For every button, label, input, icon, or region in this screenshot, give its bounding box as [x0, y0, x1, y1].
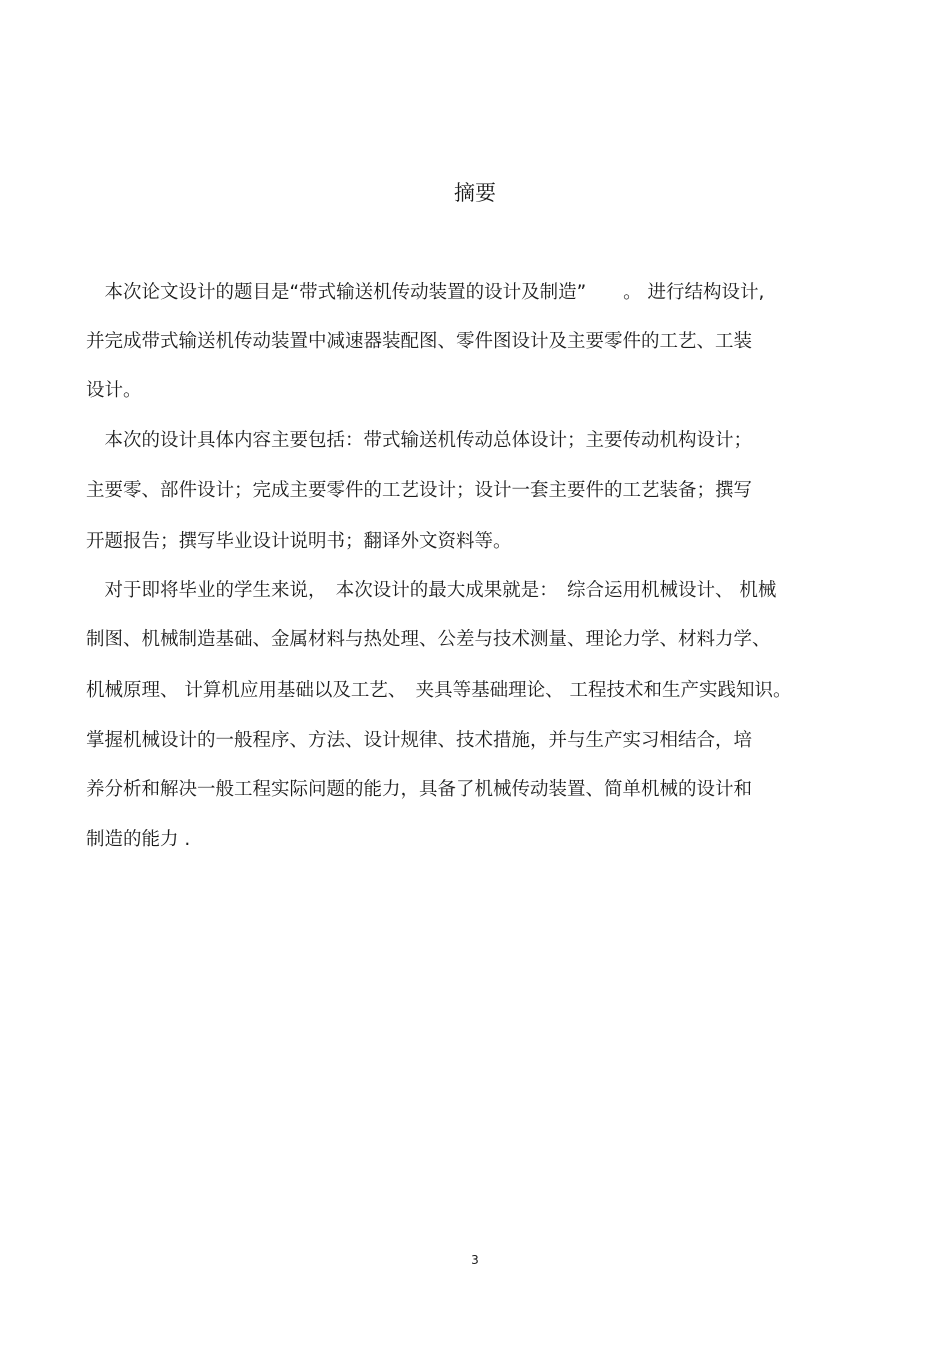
body-line-7: 对于即将毕业的学生来说， 本次设计的最大成果就是： 综合运用机械设计、 机械 — [86, 580, 777, 601]
body-line-8: 制图、机械制造基础、金属材料与热处理、公差与技术测量、理论力学、材料力学、 — [86, 629, 771, 650]
body-line-12: 制造的能力 . — [86, 829, 191, 850]
page-number: 3 — [471, 1253, 479, 1267]
body-line-6: 开题报告；撰写毕业设计说明书；翻译外文资料等。 — [86, 531, 512, 552]
body-line-10: 掌握机械设计的一般程序、方法、设计规律、技术措施，并与生产实习相结合，培 — [86, 730, 753, 751]
body-line-9: 机械原理、 计算机应用基础以及工艺、 夹具等基础理论、 工程技术和生产实践知识。 — [86, 680, 792, 701]
abstract-title: 摘要 — [454, 181, 496, 205]
body-line-11: 养分析和解决一般工程实际问题的能力，具备了机械传动装置、简单机械的设计和 — [86, 779, 753, 800]
body-line-5: 主要零、部件设计；完成主要零件的工艺设计；设计一套主要件的工艺装备；撰写 — [86, 480, 753, 501]
body-line-1: 本次论文设计的题目是“带式输送机传动装置的设计及制造” 。 进行结构设计, — [86, 282, 765, 303]
body-line-3: 设计。 — [86, 380, 142, 401]
body-line-4: 本次的设计具体内容主要包括：带式输送机传动总体设计；主要传动机构设计； — [86, 430, 753, 451]
body-line-2: 并完成带式输送机传动装置中减速器装配图、零件图设计及主要零件的工艺、工装 — [86, 331, 753, 352]
